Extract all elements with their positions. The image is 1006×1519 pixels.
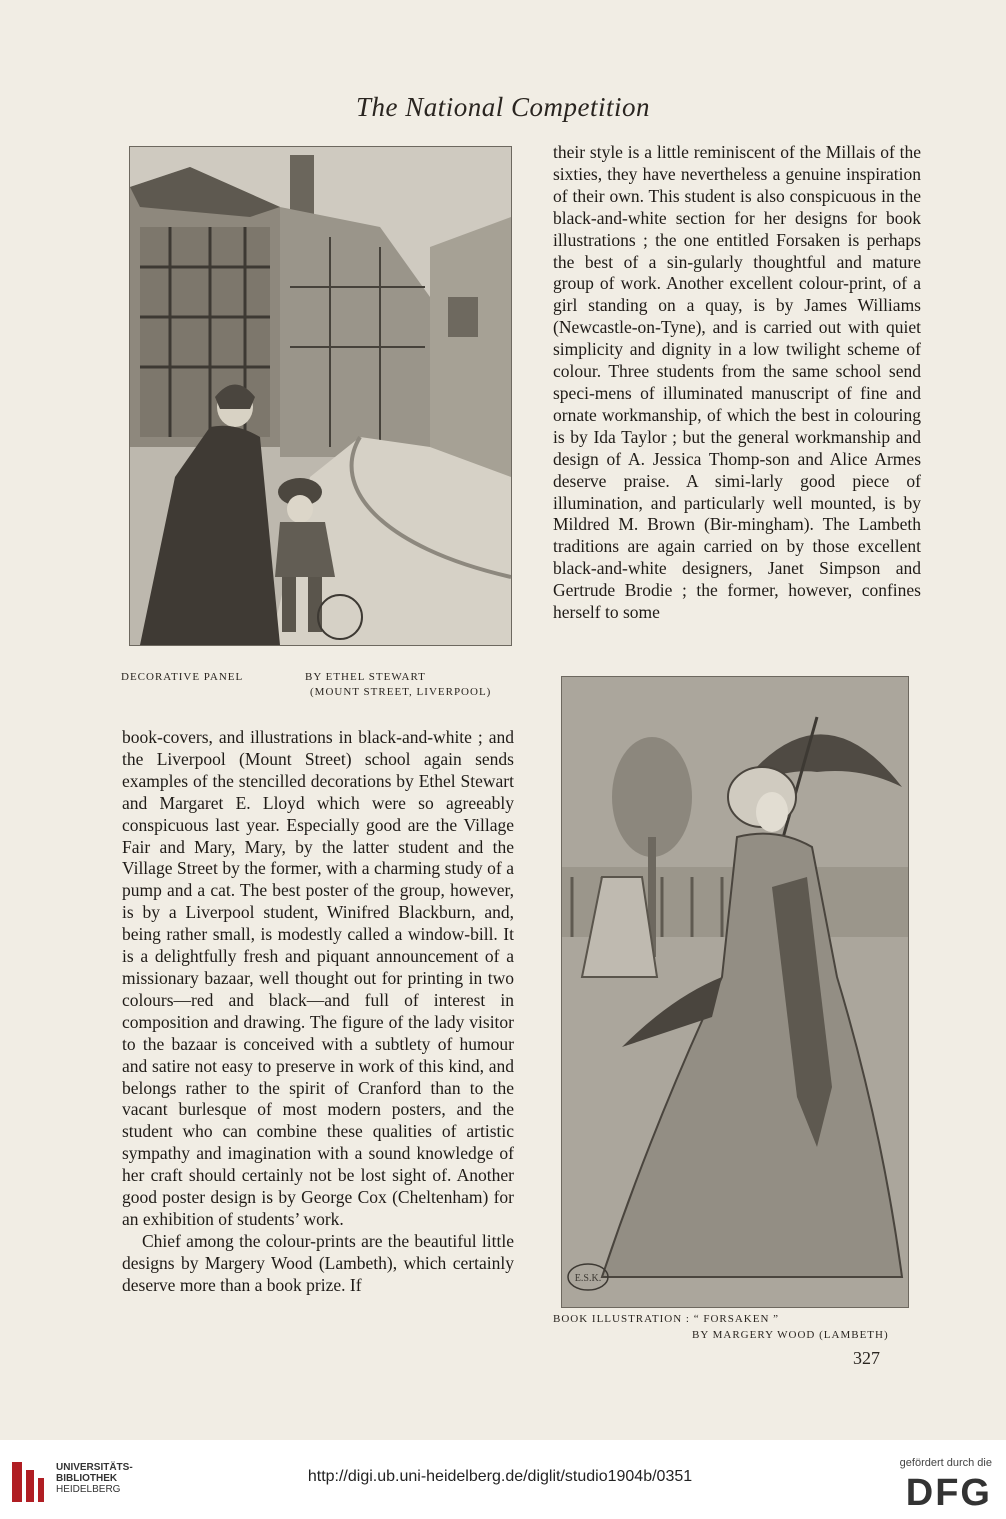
artist-monogram: E.S.K. bbox=[574, 1273, 602, 1284]
forsaken-illustration bbox=[561, 676, 909, 1308]
library-name-line-1: UNIVERSITÄTS- bbox=[56, 1462, 133, 1473]
left-text-column bbox=[122, 727, 514, 1297]
dfg-logo: DFG bbox=[905, 1472, 992, 1514]
decorative-panel-illustration bbox=[129, 146, 512, 646]
running-head: The National Competition bbox=[355, 92, 650, 122]
digitization-footer bbox=[0, 1440, 1006, 1519]
street-scene-image bbox=[130, 147, 511, 645]
left-plate-caption-title: DECORATIVE PANEL bbox=[121, 671, 244, 683]
right-paragraph-1: their style is a little reminiscent of the Millais of the sixties, they have nevertheless a genuine inspiration of their own. This student is also conspicuous in the black-and-white section for her designs for book illustrations ; the one entitled Forsaken is perhaps the best of a sin-gularly thoughtful and mature group of work. Another excellent colour-print, of a girl standing on a quay, is by James Williams (Newcastle-on-Tyne), and is carried out with quiet simplicity and dignity in a low twilight scheme of colour. Three students from the same school send speci-mens of illuminated manuscript of fine and ornate workmanship, of which the best in colouring is by Ida Taylor ; but the general workmanship and design of A. Jessica Thomp-son and Alice Armes deserve praise. A simi-larly good piece of illumination, and particularly well mounted, is by Mildred M. Brown (Bir-mingham). The Lambeth traditions are again carried on by those excellent black-and-white designers, Janet Simpson and Gertrude Brodie ; the former, however, confines herself to some bbox=[553, 142, 921, 623]
forsaken-image bbox=[562, 677, 908, 1307]
right-text-column bbox=[553, 142, 921, 624]
left-paragraph-2: Chief among the colour-prints are the beautiful little designs by Margery Wood (Lambeth), which certainly deserve more than a book prize. If bbox=[122, 1230, 514, 1295]
library-name bbox=[56, 1462, 133, 1495]
left-plate-caption-school: (MOUNT STREET, LIVERPOOL) bbox=[310, 686, 492, 698]
source-url-link[interactable]: http://digi.ub.uni-heidelberg.de/diglit/studio1904b/0351 bbox=[307, 1468, 693, 1485]
page-number: 327 bbox=[853, 1348, 880, 1368]
right-plate-caption-title: BOOK ILLUSTRATION : “ FORSAKEN ” bbox=[553, 1313, 780, 1325]
library-name-line-3: HEIDELBERG bbox=[56, 1484, 121, 1495]
funded-by-label: gefördert durch die bbox=[899, 1457, 992, 1469]
library-name-line-2: BIBLIOTHEK bbox=[56, 1473, 118, 1484]
library-logo-icon bbox=[8, 1458, 48, 1506]
left-paragraph-1: book-covers, and illustrations in black-and-white ; and the Liverpool (Mount Street) school again sends examples of the stencilled decorations by Ethel Stewart and Margaret E. Lloyd which were so agreeably conspicuous last year. Especially good are the Village Fair and Mary, Mary, by the latter student and the Village Street by the former, with a charming study of a pump and a cat. The best poster of the group, however, is by a Liverpool student, Winifred Blackburn, and, being rather small, is modestly called a window-bill. It is a delightfully fresh and piquant announcement of a missionary bazaar, well thought out for printing in two colours—red and black—and full of interest in composition and drawing. The figure of the lady visitor to the bazaar is conceived with a subtlety of humour and satire not easy to preserve in work of this kind, and belongs rather to the spirit of Cranford than to the vacant burlesque of most modern posters, and the student who can combine these qualities of artistic sympathy and imagination with a sound knowledge of her craft should certainly not be lost sight of. Another good poster design is by George Cox (Cheltenham) for an exhibition of students’ work. bbox=[122, 727, 514, 1229]
right-plate-caption-artist: BY MARGERY WOOD (LAMBETH) bbox=[692, 1329, 889, 1341]
left-plate-caption-artist: BY ETHEL STEWART bbox=[305, 671, 426, 683]
